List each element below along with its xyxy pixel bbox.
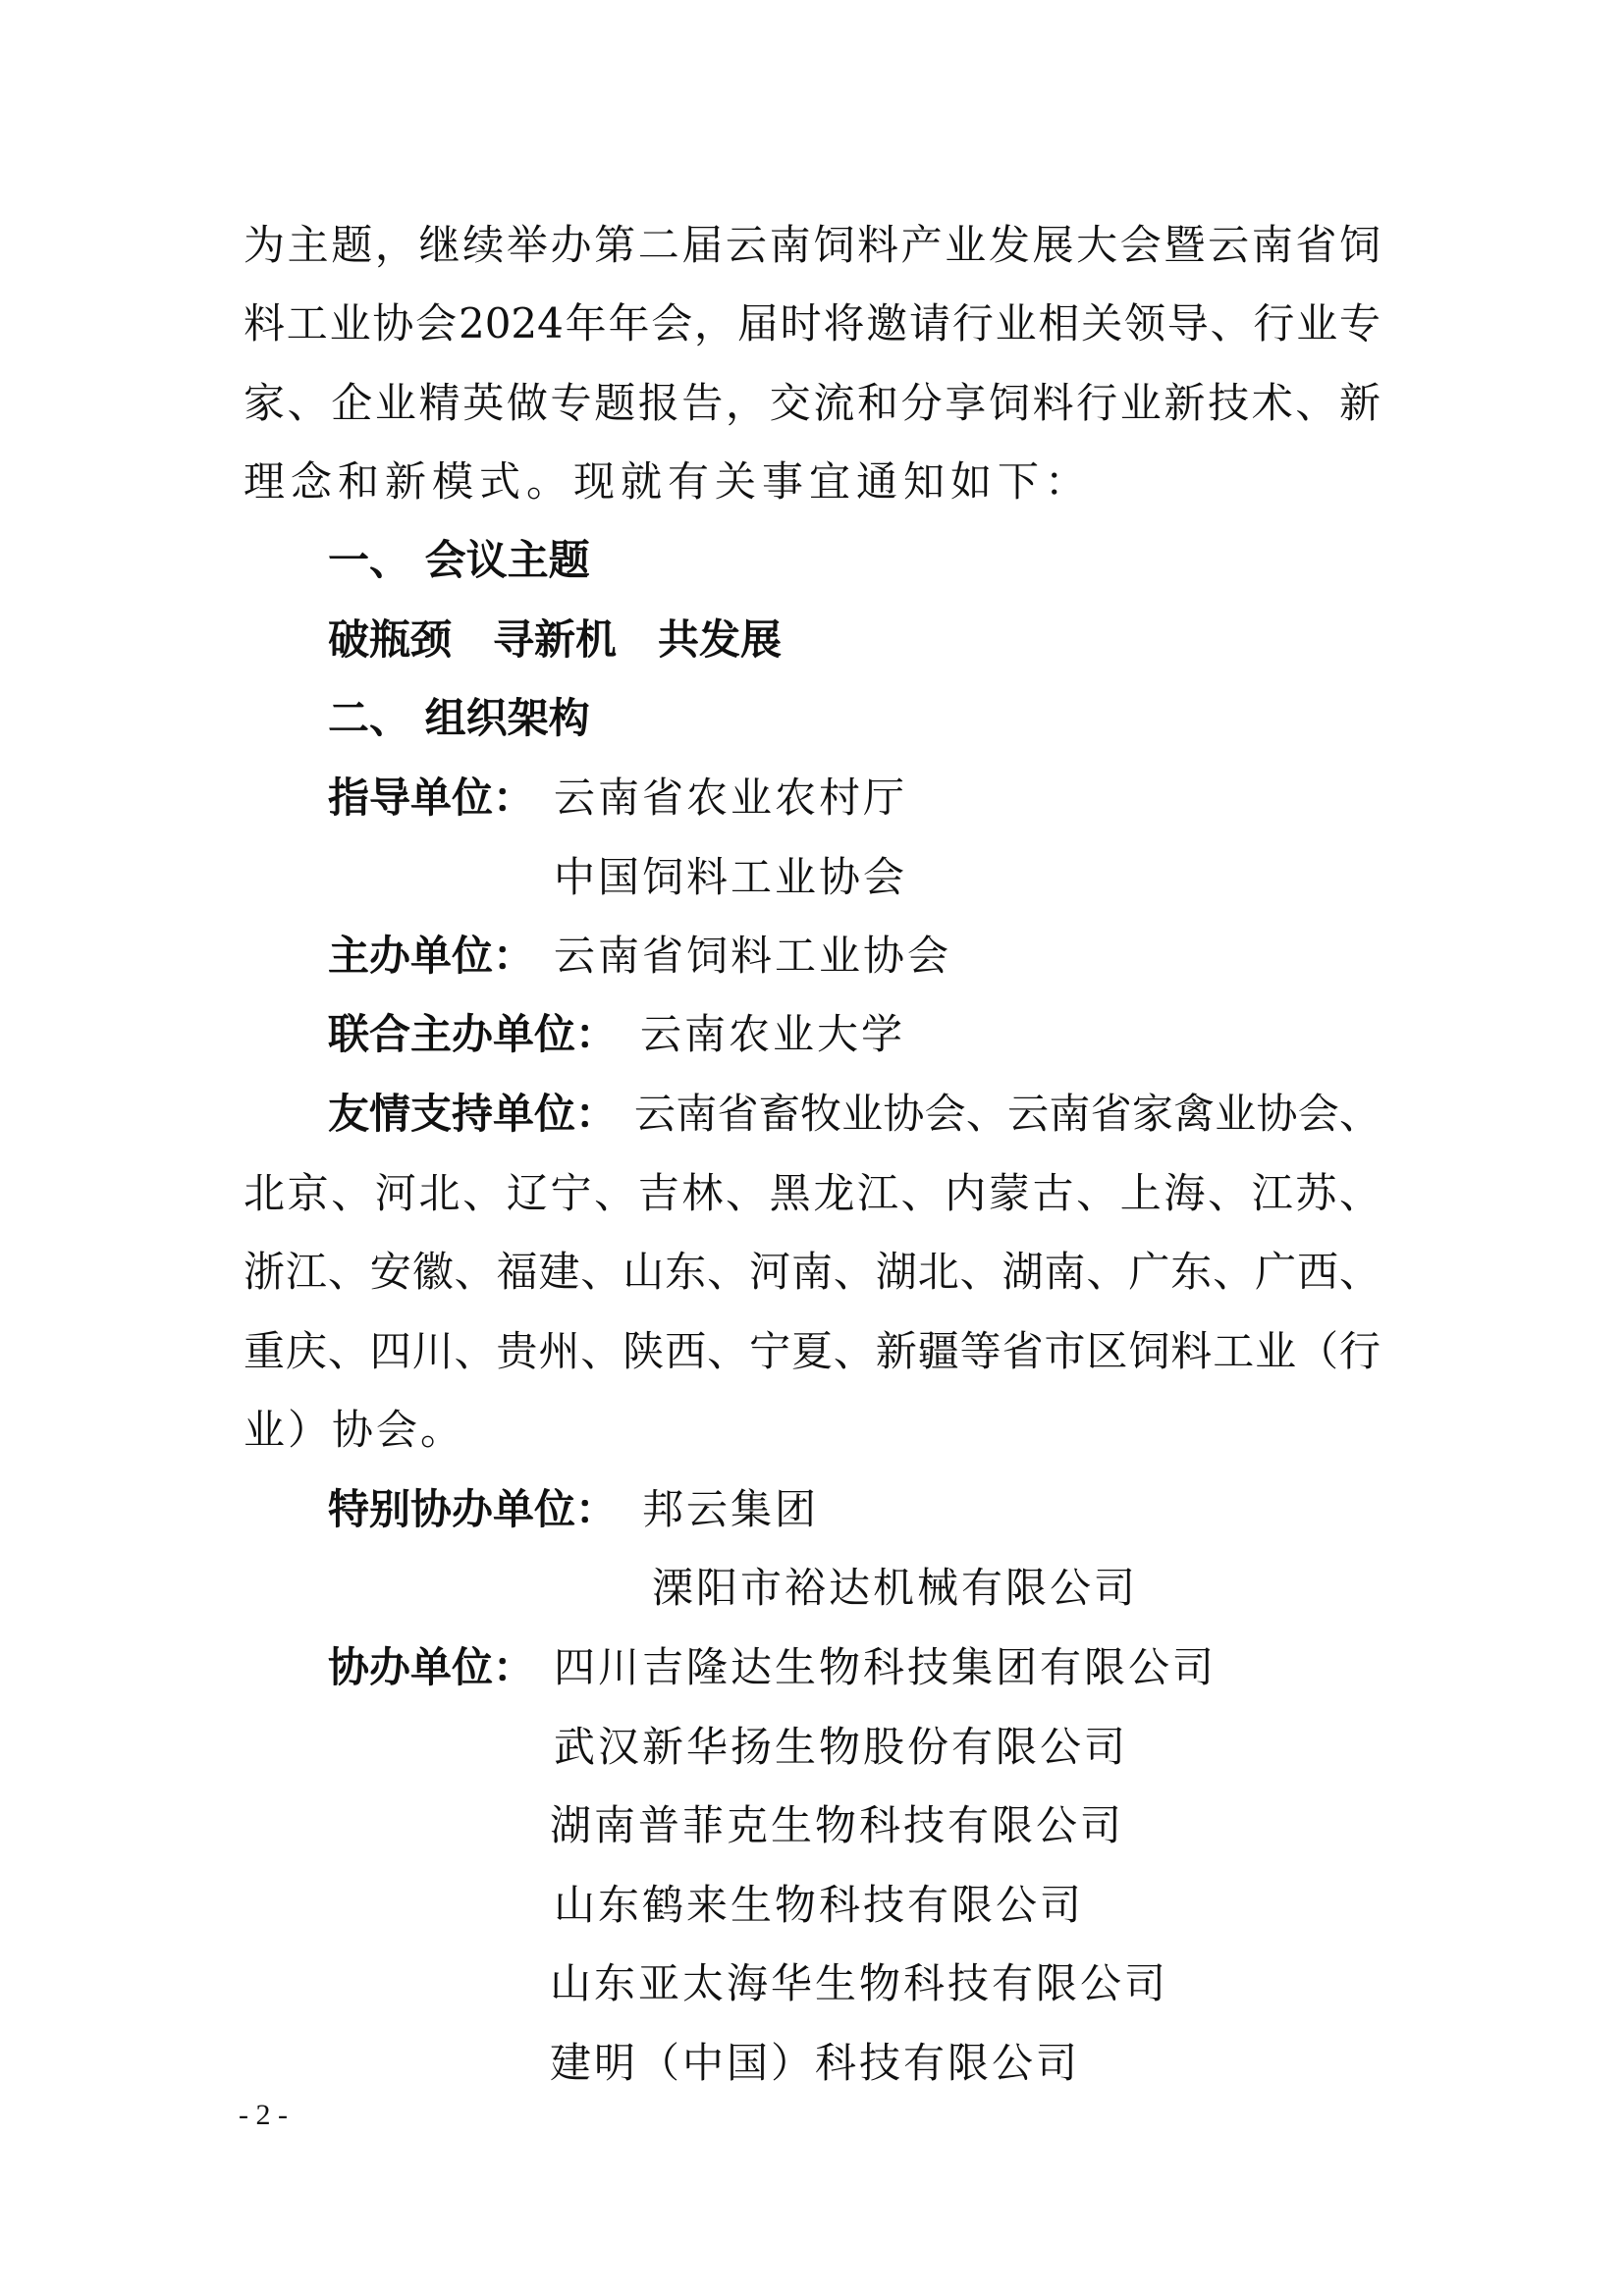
page-number: - 2 - xyxy=(239,2099,288,2131)
co-unit-3: 湖南普菲克生物科技有限公司 xyxy=(550,1801,1125,1849)
special-label: 特别协办单位： xyxy=(328,1485,618,1533)
support-line-1: 云南省畜牧业协会、云南省家禽业协会、 xyxy=(634,1090,1380,1138)
support-line-3: 浙江、安徽、福建、山东、河南、湖北、湖南、广东、广西、 xyxy=(244,1248,1380,1296)
guiding-unit-1: 云南省农业农村厅 xyxy=(554,774,908,822)
co-unit-6: 建明（中国）科技有限公司 xyxy=(550,2039,1081,2087)
intro-line-2: 料工业协会2024年年会，届时将邀请行业相关领导、行业专 xyxy=(244,299,1380,347)
co-unit-5: 山东亚太海华生物科技有限公司 xyxy=(550,1959,1169,2007)
special-unit-2: 溧阳市裕达机械有限公司 xyxy=(652,1564,1139,1612)
special-unit-1: 邦云集团 xyxy=(642,1485,820,1533)
host-label: 主办单位： xyxy=(328,932,535,980)
meeting-theme: 破瓶颈 寻新机 共发展 xyxy=(328,615,783,664)
cohost-unit: 云南农业大学 xyxy=(640,1010,906,1058)
co-unit-2: 武汉新华扬生物股份有限公司 xyxy=(554,1723,1129,1771)
intro-line-1: 为主题，继续举办第二届云南饲料产业发展大会暨云南省饲 xyxy=(244,221,1380,269)
support-line-2: 北京、河北、辽宁、吉林、黑龙江、内蒙古、上海、江苏、 xyxy=(244,1169,1380,1217)
support-label: 友情支持单位： xyxy=(328,1090,618,1138)
cohost-label: 联合主办单位： xyxy=(328,1010,618,1058)
co-label: 协办单位： xyxy=(328,1643,535,1691)
section2-heading: 二、 组织架构 xyxy=(328,694,590,742)
guiding-unit-2: 中国饲料工业协会 xyxy=(554,853,908,901)
section1-heading: 一、 会议主题 xyxy=(328,536,590,584)
host-unit: 云南省饲料工业协会 xyxy=(554,932,952,980)
support-line-5: 业）协会。 xyxy=(244,1406,465,1454)
support-line-4: 重庆、四川、贵州、陕西、宁夏、新疆等省市区饲料工业（行 xyxy=(244,1327,1380,1375)
intro-line-4: 理念和新模式。现就有关事宜通知如下： xyxy=(244,457,1093,506)
co-unit-1: 四川吉隆达生物科技集团有限公司 xyxy=(554,1643,1218,1691)
guiding-label: 指导单位： xyxy=(328,774,535,822)
intro-line-3: 家、企业精英做专题报告，交流和分享饲料行业新技术、新 xyxy=(244,379,1380,427)
co-unit-4: 山东鹤来生物科技有限公司 xyxy=(554,1881,1085,1929)
